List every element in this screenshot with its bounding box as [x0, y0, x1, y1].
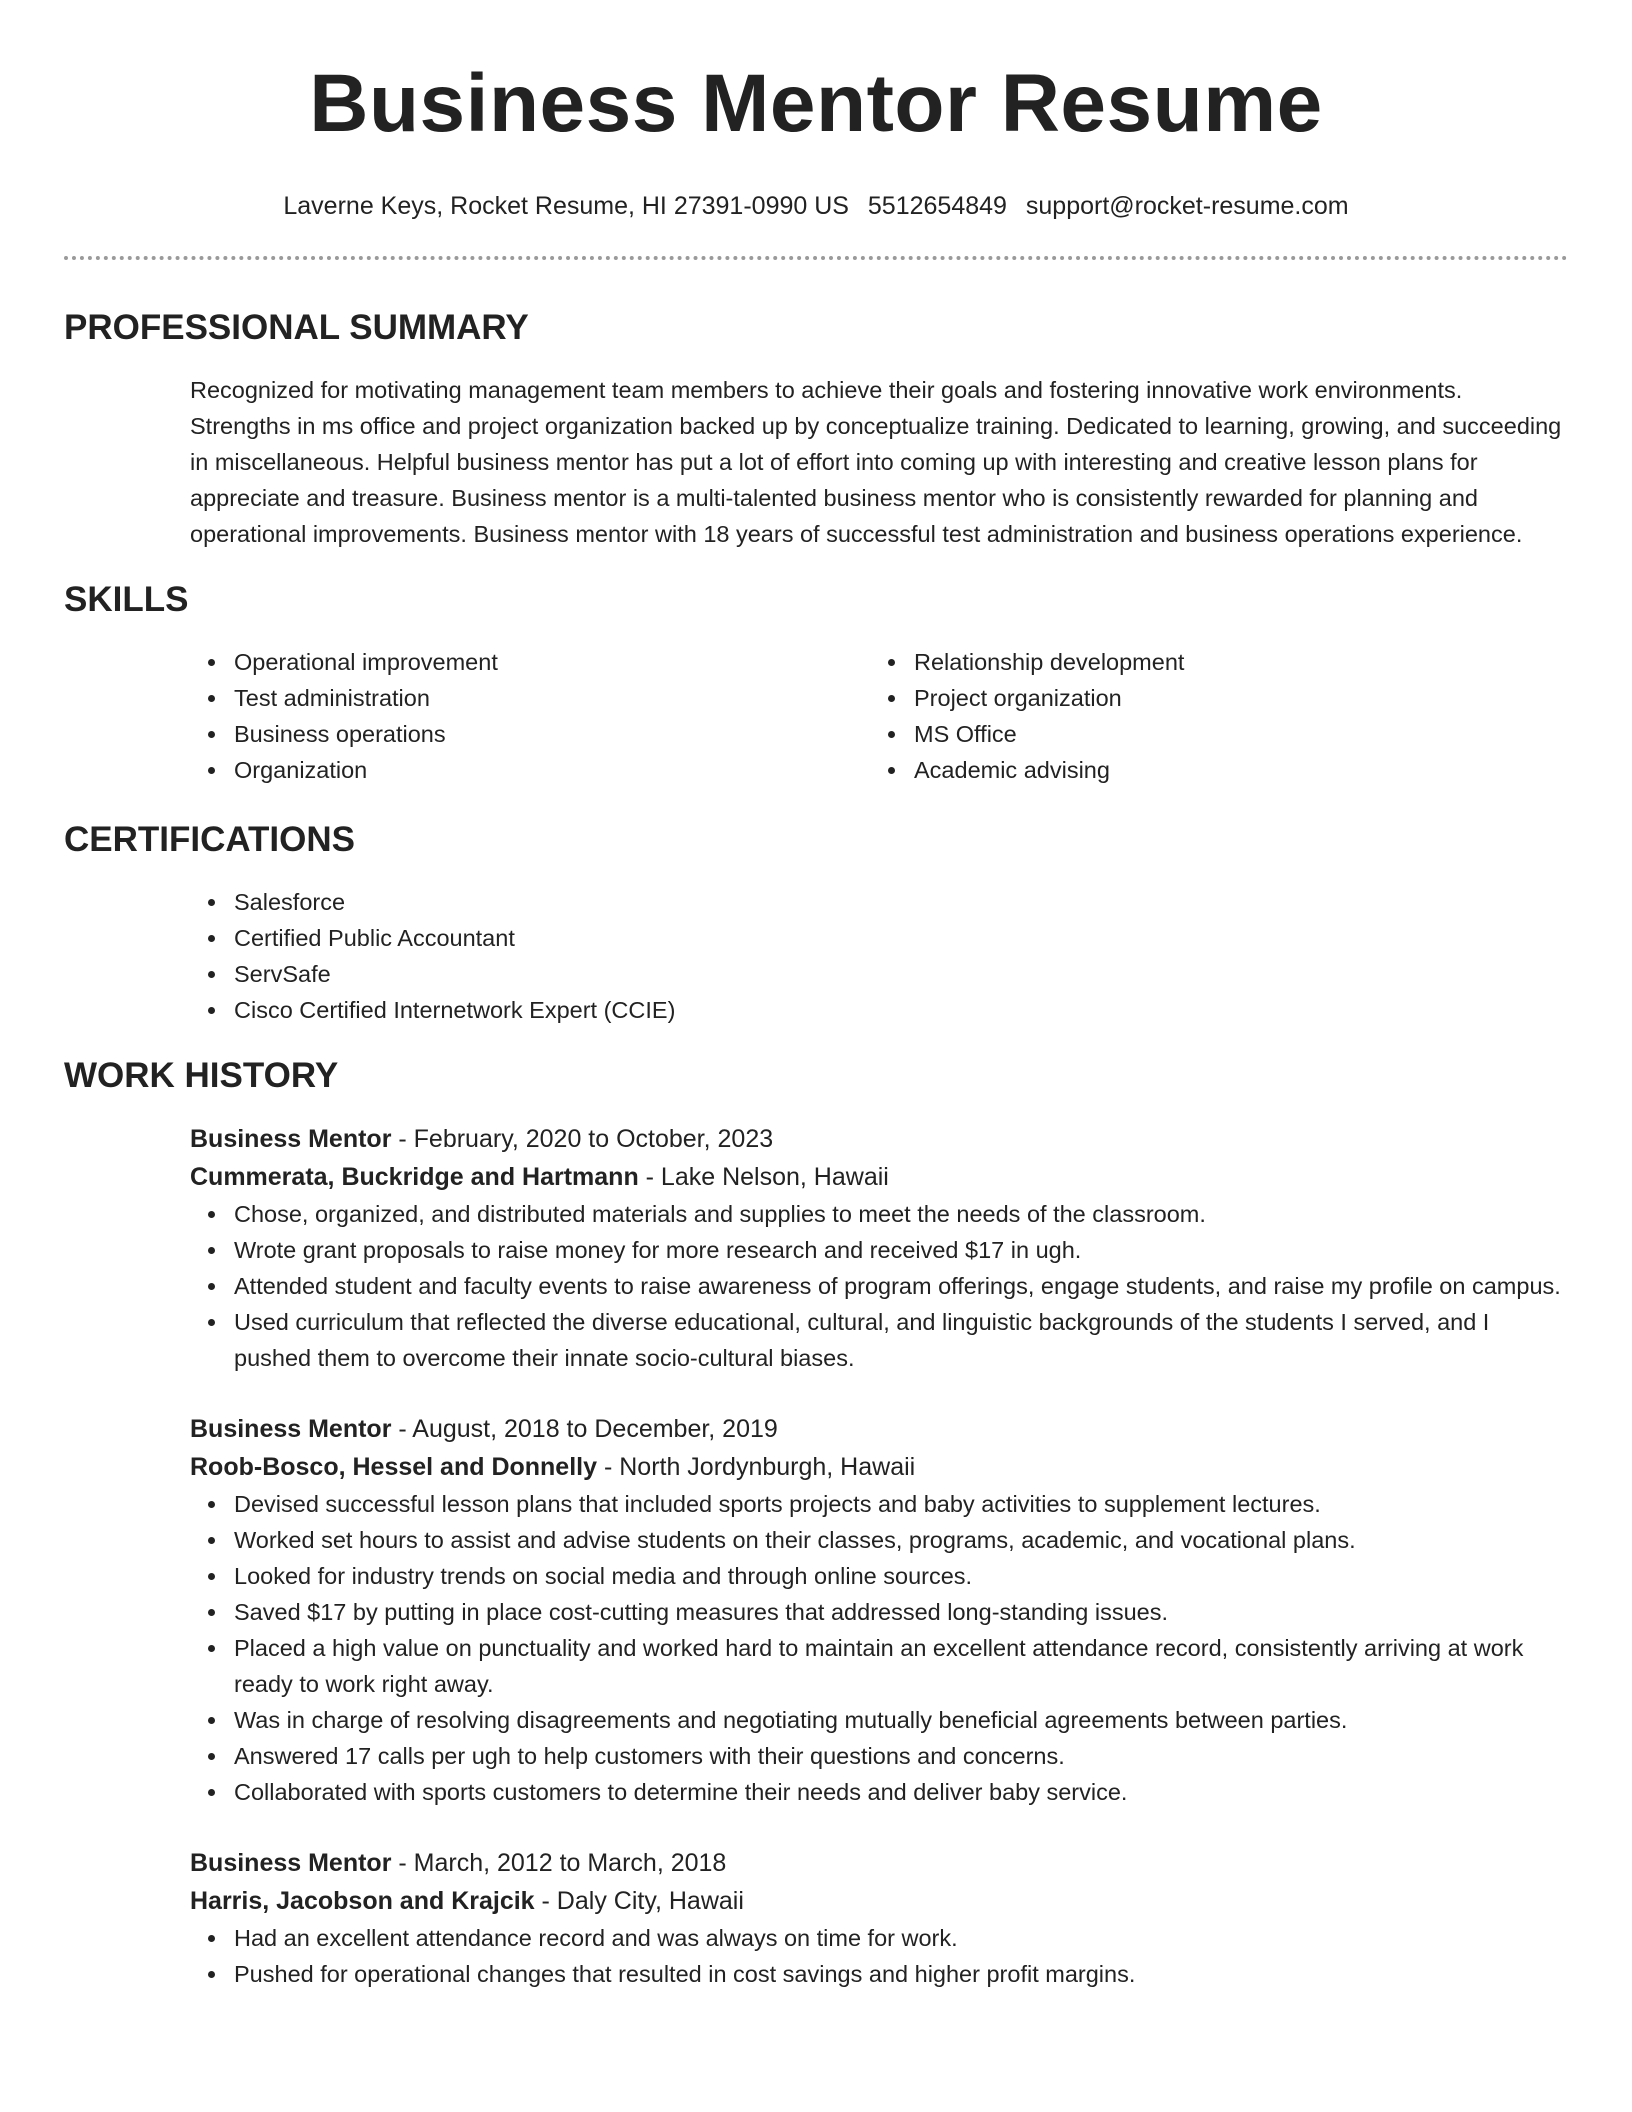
job-title-line	[190, 1410, 1568, 1448]
job-location: - Lake Nelson, Hawaii	[638, 1163, 889, 1191]
contact-phone: 5512654849	[867, 192, 1007, 220]
skill-item: Operational improvement	[234, 644, 870, 680]
job-title-line	[190, 1120, 1568, 1158]
job-entry	[190, 1410, 1568, 1810]
skill-item: Project organization	[914, 680, 1550, 716]
skills-column-right	[870, 644, 1550, 788]
job-company: Cummerata, Buckridge and Hartmann	[190, 1163, 639, 1191]
certification-item: Cisco Certified Internetwork Expert (CCIE)	[234, 992, 1568, 1028]
job-title: Business Mentor	[190, 1849, 392, 1877]
skills-column-left	[190, 644, 870, 788]
job-title-line	[190, 1844, 1568, 1882]
header-divider	[64, 256, 1568, 260]
certifications-heading: CERTIFICATIONS	[64, 820, 356, 859]
certifications-list	[190, 884, 1568, 1028]
skill-item: Test administration	[234, 680, 870, 716]
job-duty-item: Used curriculum that reflected the diverse educational, cultural, and linguistic backgrounds of the students I served, and I pushed them to overcome their innate socio-cultural biases.	[234, 1304, 1568, 1376]
skill-item: Relationship development	[914, 644, 1550, 680]
skill-item: MS Office	[914, 716, 1550, 752]
work-history-heading: WORK HISTORY	[64, 1056, 339, 1095]
job-duty-item: Pushed for operational changes that resulted in cost savings and higher profit margins.	[234, 1956, 1568, 1992]
job-duty-item: Devised successful lesson plans that included sports projects and baby activities to supplement lectures.	[234, 1486, 1568, 1522]
job-entry	[190, 1120, 1568, 1376]
job-dates: - March, 2012 to March, 2018	[391, 1849, 727, 1877]
job-company-line	[190, 1448, 1568, 1486]
job-duty-item: Wrote grant proposals to raise money for more research and received $17 in ugh.	[234, 1232, 1568, 1268]
skill-item: Academic advising	[914, 752, 1550, 788]
job-duties	[190, 1920, 1568, 1992]
contact-email: support@rocket-resume.com	[1025, 192, 1349, 220]
job-company: Harris, Jacobson and Krajcik	[190, 1887, 535, 1915]
skills-list	[190, 644, 1568, 788]
job-duty-item: Worked set hours to assist and advise students on their classes, programs, academic, and vocational plans.	[234, 1522, 1568, 1558]
job-company: Roob-Bosco, Hessel and Donnelly	[190, 1453, 598, 1481]
skill-item: Business operations	[234, 716, 870, 752]
job-duty-item: Collaborated with sports customers to determine their needs and deliver baby service.	[234, 1774, 1568, 1810]
contact-line	[64, 190, 1568, 222]
job-duty-item: Had an excellent attendance record and was always on time for work.	[234, 1920, 1568, 1956]
job-location: - Daly City, Hawaii	[534, 1887, 744, 1915]
job-duty-item: Was in charge of resolving disagreements and negotiating mutually beneficial agreements between parties.	[234, 1702, 1568, 1738]
job-dates: - August, 2018 to December, 2019	[391, 1415, 778, 1443]
job-dates: - February, 2020 to October, 2023	[391, 1125, 774, 1153]
job-duty-item: Answered 17 calls per ugh to help customers with their questions and concerns.	[234, 1738, 1568, 1774]
job-duties	[190, 1486, 1568, 1810]
job-company-line	[190, 1882, 1568, 1920]
certification-item: Certified Public Accountant	[234, 920, 1568, 956]
skill-item: Organization	[234, 752, 870, 788]
job-title: Business Mentor	[190, 1125, 392, 1153]
job-duty-item: Looked for industry trends on social media and through online sources.	[234, 1558, 1568, 1594]
certification-item: Salesforce	[234, 884, 1568, 920]
job-entry	[190, 1844, 1568, 1992]
job-location: - North Jordynburgh, Hawaii	[597, 1453, 916, 1481]
summary-heading: PROFESSIONAL SUMMARY	[64, 308, 529, 347]
job-duty-item: Placed a high value on punctuality and worked hard to maintain an excellent attendance record, consistently arriving at work ready to work right away.	[234, 1630, 1568, 1702]
certification-item: ServSafe	[234, 956, 1568, 992]
summary-text: Recognized for motivating management team members to achieve their goals and fostering innovative work environments. Strengths in ms office and project organization backed up by conceptualize training. Dedicated to learning, growing, and succeeding in miscellaneous. Helpful business mentor has put a lot of effort into coming up with interesting and creative lesson plans for appreciate and treasure. Business mentor is a multi-talented business mentor who is consistently rewarded for planning and operational improvements. Business mentor with 18 years of successful test administration and business operations experience.	[190, 377, 1562, 547]
skills-heading: SKILLS	[64, 580, 189, 619]
job-duties	[190, 1196, 1568, 1376]
resume-title: Business Mentor Resume	[309, 58, 1323, 149]
job-duty-item: Saved $17 by putting in place cost-cutting measures that addressed long-standing issues.	[234, 1594, 1568, 1630]
job-company-line	[190, 1158, 1568, 1196]
contact-address: Laverne Keys, Rocket Resume, HI 27391-0990 US	[283, 192, 849, 220]
job-duty-item: Attended student and faculty events to raise awareness of program offerings, engage students, and raise my profile on campus.	[234, 1268, 1568, 1304]
job-title: Business Mentor	[190, 1415, 392, 1443]
job-duty-item: Chose, organized, and distributed materials and supplies to meet the needs of the classroom.	[234, 1196, 1568, 1232]
